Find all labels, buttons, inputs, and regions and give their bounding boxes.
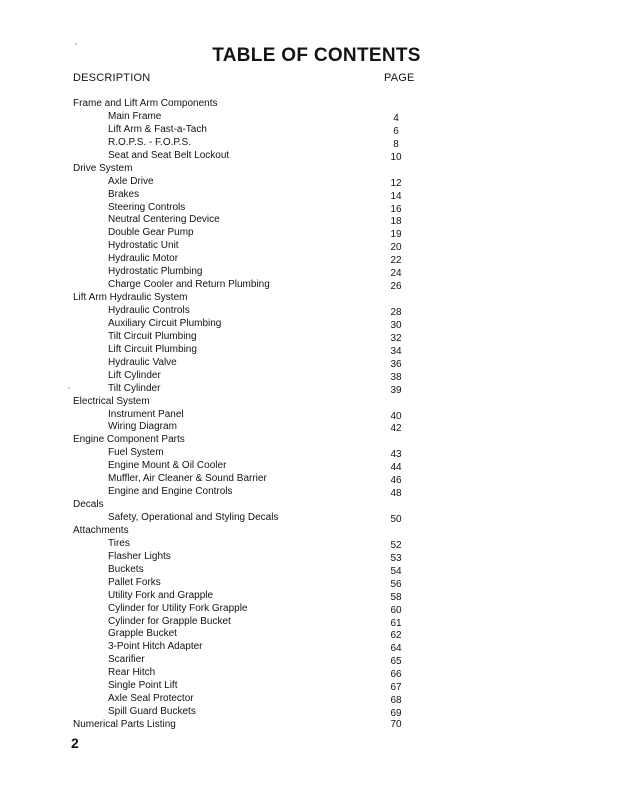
page-title: TABLE OF CONTENTS — [212, 45, 421, 66]
toc-page-number: 61 — [390, 617, 402, 629]
toc-section-row — [0, 524, 623, 537]
toc-page-number: 28 — [390, 307, 402, 318]
toc-page-number: 24 — [390, 268, 402, 280]
toc-item-row — [0, 278, 623, 291]
toc-item-row — [0, 692, 623, 705]
toc-item-label: R.O.P.S. - F.O.P.S. — [108, 136, 191, 148]
toc-item-row — [0, 188, 623, 201]
toc-page-number: 36 — [390, 358, 402, 370]
toc-page-number: 64 — [390, 643, 402, 655]
toc-page-number: 10 — [390, 151, 402, 163]
toc-item-row — [0, 666, 623, 679]
toc-item-row — [0, 563, 623, 576]
toc-item-row — [0, 317, 623, 330]
toc-section-row — [0, 395, 623, 408]
toc-item-row — [0, 110, 623, 123]
toc-item-label: Engine Mount & Oil Cooler — [108, 460, 227, 472]
toc-item-row — [0, 330, 623, 343]
toc-item-label: Seat and Seat Belt Lockout — [108, 149, 230, 161]
page-number: 2 — [71, 735, 79, 751]
toc-page-number: 39 — [390, 384, 402, 396]
toc-item-label: Single Point Lift — [108, 680, 178, 692]
toc-page-number: 70 — [390, 719, 402, 730]
toc-item-row — [0, 537, 623, 550]
toc-section-label: Numerical Parts Listing — [73, 719, 176, 730]
toc-item-label: Auxiliary Circuit Plumbing — [108, 317, 222, 329]
toc-item-label: Tilt Cylinder — [108, 382, 161, 394]
toc-item-label: Engine and Engine Controls — [108, 486, 233, 498]
toc-item-label: Pallet Forks — [108, 576, 161, 588]
toc-page-number: 50 — [390, 514, 402, 525]
toc-section-label: Decals — [73, 499, 104, 511]
toc-page-number: 8 — [393, 138, 399, 150]
toc-page-number: 56 — [390, 578, 402, 590]
scan-speck — [68, 387, 70, 389]
toc-item-label: Axle Drive — [108, 175, 154, 187]
toc-page-number: 68 — [390, 695, 402, 707]
toc-item-label: Utility Fork and Grapple — [108, 589, 214, 601]
toc-item-row — [0, 213, 623, 226]
toc-item-row — [0, 136, 623, 149]
toc-page-number: 34 — [390, 345, 402, 357]
toc-section-label: Frame and Lift Arm Components — [73, 98, 218, 109]
page-column-header: PAGE — [384, 72, 415, 84]
toc-item-row — [0, 589, 623, 602]
toc-item-row — [0, 602, 623, 615]
toc-page-number: 42 — [390, 423, 402, 435]
toc-item-label: Muffler, Air Cleaner & Sound Barrier — [108, 473, 267, 485]
toc-item-label: Tires — [108, 537, 130, 549]
toc-page-number: 12 — [390, 177, 402, 189]
toc-page-number: 6 — [393, 125, 399, 137]
toc-item-label: Safety, Operational and Styling Decals — [108, 512, 279, 523]
toc-item-label: Spill Guard Buckets — [108, 706, 196, 718]
toc-item-row — [0, 382, 623, 395]
toc-item-row — [0, 226, 623, 239]
toc-item-label: Steering Controls — [108, 201, 186, 213]
toc-item-row — [0, 252, 623, 265]
toc-section-label: Engine Component Parts — [73, 434, 185, 446]
toc-page-number: 48 — [390, 488, 402, 500]
toc-page-number: 22 — [390, 255, 402, 267]
toc-page-number: 18 — [390, 216, 402, 228]
toc-item-row — [0, 239, 623, 252]
toc-item-label: Instrument Panel — [108, 408, 184, 420]
toc-section-row — [0, 433, 623, 446]
toc-section-label: Lift Arm Hydraulic System — [73, 292, 188, 304]
toc-item-label: Main Frame — [108, 110, 162, 122]
toc-section-row — [0, 97, 623, 110]
toc-page-number: 44 — [390, 462, 402, 474]
toc-item-row — [0, 640, 623, 653]
toc-item-label: Lift Cylinder — [108, 369, 161, 381]
toc-page-number: 19 — [390, 229, 402, 241]
toc-item-label: Cylinder for Utility Fork Grapple — [108, 602, 248, 614]
toc-item-row — [0, 679, 623, 692]
toc-item-label: Tilt Circuit Plumbing — [108, 330, 197, 342]
toc-page-number: 67 — [390, 682, 402, 694]
toc-item-label: Hydraulic Controls — [108, 305, 190, 316]
toc-item-label: Double Gear Pump — [108, 227, 194, 239]
toc-page-number: 60 — [390, 604, 402, 616]
description-column-header: DESCRIPTION — [73, 72, 151, 84]
toc-item-label: Axle Seal Protector — [108, 693, 194, 705]
toc-item-row — [0, 356, 623, 369]
toc-page-number: 62 — [390, 630, 402, 642]
toc-item-label: Grapple Bucket — [108, 628, 177, 640]
toc-item-label: 3-Point Hitch Adapter — [108, 641, 203, 653]
toc-item-label: Hydraulic Valve — [108, 356, 177, 368]
toc-item-label: Fuel System — [108, 447, 164, 459]
toc-item-row — [0, 149, 623, 162]
toc-page-number: 40 — [390, 410, 402, 422]
toc-item-row — [0, 653, 623, 666]
toc-page-number: 38 — [390, 371, 402, 383]
toc-item-label: Neutral Centering Device — [108, 214, 220, 226]
toc-section-label: Drive System — [73, 162, 133, 174]
toc-page-number: 69 — [390, 708, 402, 720]
toc-item-label: Flasher Lights — [108, 550, 171, 562]
toc-page-number: 43 — [390, 449, 402, 461]
toc-section-label: Electrical System — [73, 395, 150, 407]
toc-page-number: 54 — [390, 565, 402, 577]
toc-item-row — [0, 420, 623, 433]
toc-page-number: 46 — [390, 475, 402, 487]
toc-page-number: 20 — [390, 242, 402, 254]
toc-page-number: 4 — [393, 112, 399, 124]
toc-item-row — [0, 304, 623, 317]
toc-item-row — [0, 705, 623, 718]
toc-item-row — [0, 627, 623, 640]
toc-page-number: 26 — [390, 281, 402, 293]
toc-item-row — [0, 408, 623, 421]
toc-item-row — [0, 343, 623, 356]
toc-item-label: Charge Cooler and Return Plumbing — [108, 279, 270, 291]
toc-page-number: 66 — [390, 669, 402, 681]
toc-page-number: 32 — [390, 332, 402, 344]
toc-item-label: Rear Hitch — [108, 667, 156, 679]
toc-section-row — [0, 162, 623, 175]
toc-item-row — [0, 615, 623, 628]
toc-item-row — [0, 576, 623, 589]
toc-item-label: Scarifier — [108, 654, 145, 666]
toc-page-number: 16 — [390, 203, 402, 215]
toc-item-label: Hydrostatic Plumbing — [108, 266, 203, 278]
toc-item-label: Cylinder for Grapple Bucket — [108, 615, 231, 627]
toc-page-number: 30 — [390, 319, 402, 331]
toc-section-row — [0, 718, 623, 731]
toc-item-row — [0, 369, 623, 382]
scan-speck — [75, 43, 77, 45]
toc-item-row — [0, 485, 623, 498]
toc-page-number: 53 — [390, 552, 402, 564]
toc-page-number: 14 — [390, 190, 402, 202]
toc-item-label: Brakes — [108, 188, 140, 200]
toc-item-row — [0, 511, 623, 524]
toc-item-row — [0, 446, 623, 459]
toc-page-number: 65 — [390, 656, 402, 668]
toc-item-label: Lift Circuit Plumbing — [108, 343, 197, 355]
toc-item-label: Buckets — [108, 563, 144, 575]
toc-page-number: 58 — [390, 591, 402, 603]
toc-page-number: 52 — [390, 539, 402, 551]
toc-item-label: Hydrostatic Unit — [108, 240, 179, 252]
toc-item-row — [0, 123, 623, 136]
toc-item-label: Wiring Diagram — [108, 421, 177, 433]
toc-item-row — [0, 459, 623, 472]
toc-section-label: Attachments — [73, 524, 129, 536]
toc-item-row — [0, 201, 623, 214]
toc-section-row — [0, 498, 623, 511]
toc-section-row — [0, 291, 623, 304]
toc-item-label: Hydraulic Motor — [108, 253, 179, 265]
toc-item-row — [0, 265, 623, 278]
toc-item-label: Lift Arm & Fast-a-Tach — [108, 123, 207, 135]
toc-item-row — [0, 472, 623, 485]
table-of-contents — [0, 97, 623, 731]
toc-item-row — [0, 175, 623, 188]
toc-item-row — [0, 550, 623, 563]
